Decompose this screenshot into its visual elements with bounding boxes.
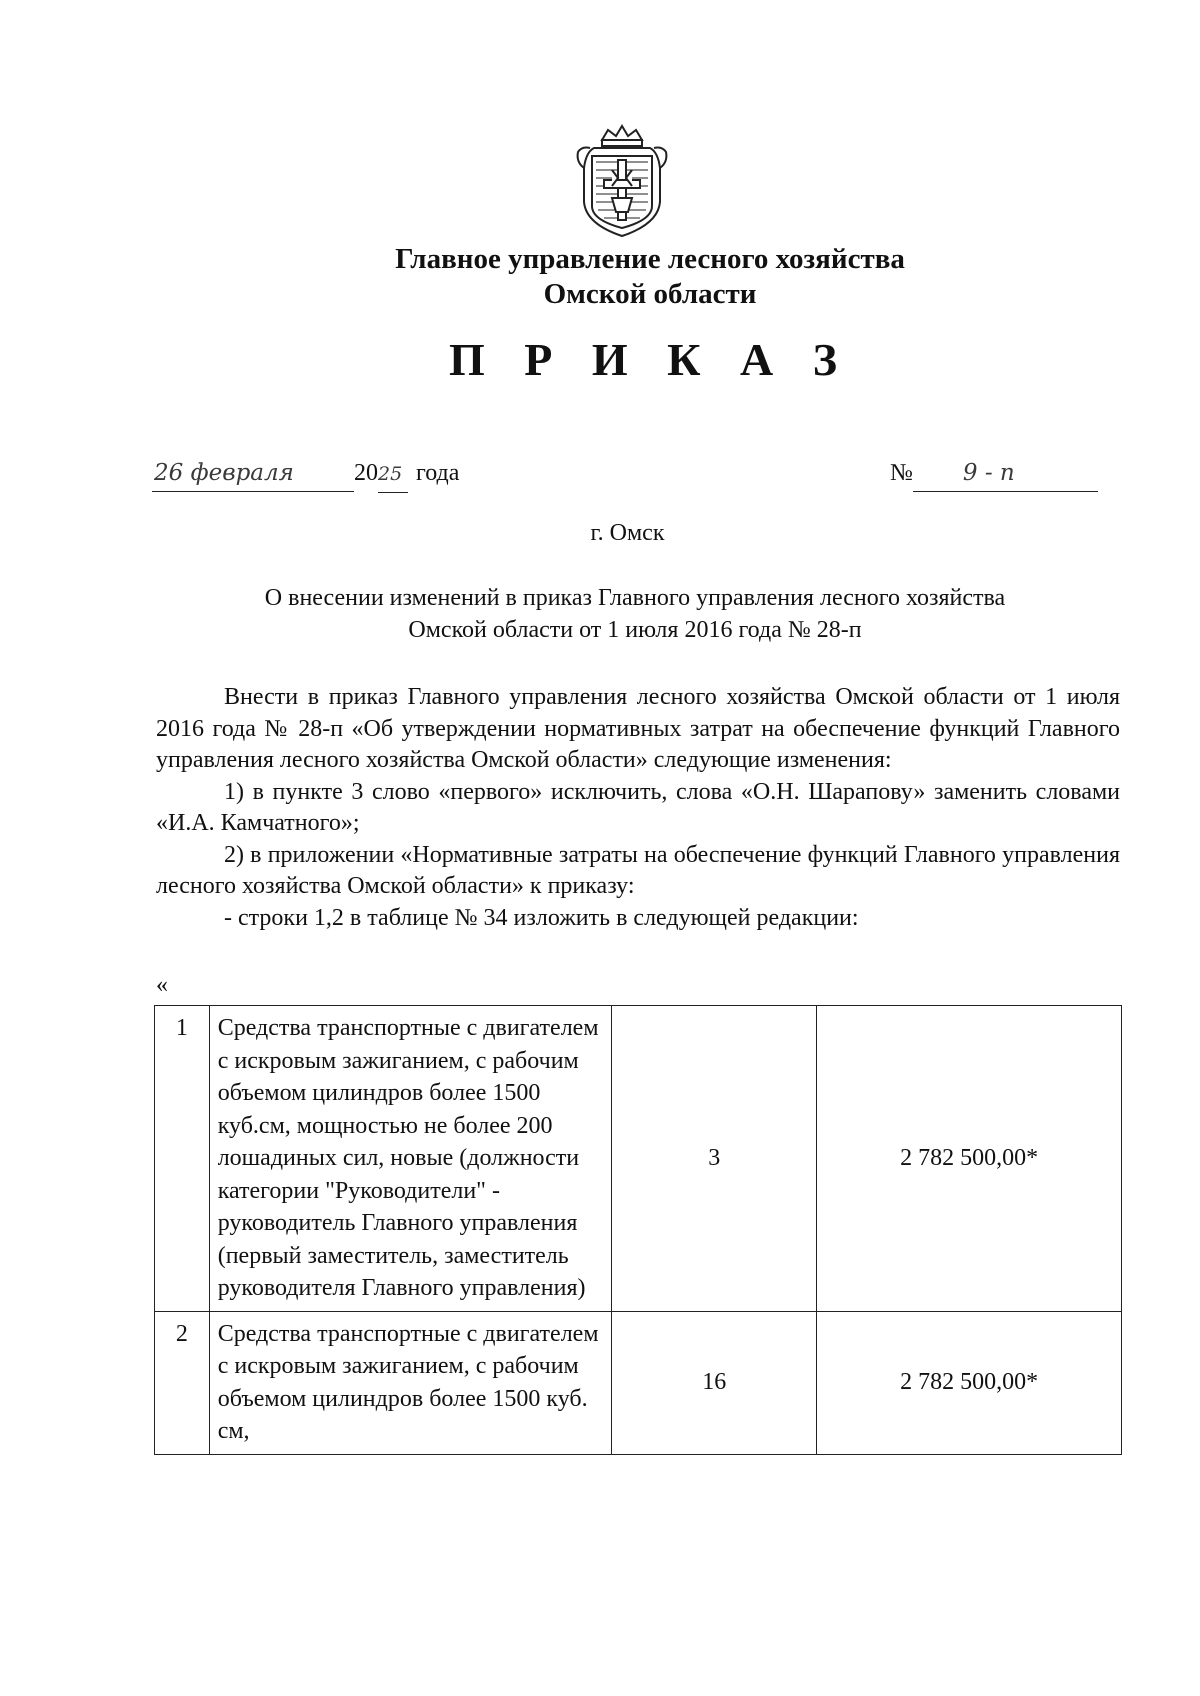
document-subject bbox=[150, 582, 1120, 646]
city: г. Омск bbox=[590, 520, 665, 546]
handwritten-day-month: 26 февраля bbox=[152, 455, 354, 492]
row-price: 2 782 500,00* bbox=[817, 1311, 1122, 1454]
subject-line2: Омской области от 1 июля 2016 года № 28-п bbox=[408, 617, 862, 643]
document-body bbox=[156, 682, 1120, 934]
row-quantity: 3 bbox=[612, 1006, 817, 1312]
body-paragraph: 1) в пункте 3 слово «первого» исключить, слова «О.Н. Шарапову» заменить словами «И.А. Камчатного»; bbox=[156, 778, 1120, 836]
year-suffix: года bbox=[416, 460, 460, 486]
table-row bbox=[155, 1311, 1122, 1454]
number-label: № bbox=[890, 460, 913, 486]
subject-line1: О внесении изменений в приказ Главного управления лесного хозяйства bbox=[264, 585, 1006, 611]
body-paragraph: 2) в приложении «Нормативные затраты на обеспечение функций Главного управления лесного хозяйства Омской области» к приказу: bbox=[156, 841, 1120, 899]
table-row bbox=[155, 1006, 1122, 1312]
row-number: 1 bbox=[155, 1006, 210, 1312]
row-name: Средства транспортные с двигателем с искровым зажиганием, с рабочим объемом цилиндров более 1500 куб.см, мощностью не более 200 лошадиных сил, новые (должности категории "Руководители" - руководитель Главного управления (первый заместитель, заместитель руководителя Главного управления) bbox=[209, 1006, 611, 1312]
opening-quote: « bbox=[156, 972, 168, 998]
document-date bbox=[152, 455, 459, 491]
handwritten-number: 9 - п bbox=[913, 455, 1098, 492]
norms-table bbox=[154, 1005, 1122, 1455]
year-prefix: 20 bbox=[354, 460, 378, 486]
body-paragraph: Внести в приказ Главного управления лесного хозяйства Омской области от 1 июля 2016 года № 28-п «Об утверждении нормативных затрат на обеспечение функций Главного управления лесного хозяйства Омской области» следующие изменения: bbox=[156, 684, 1120, 773]
omsk-coat-of-arms-icon bbox=[572, 122, 672, 240]
row-price: 2 782 500,00* bbox=[817, 1006, 1122, 1312]
organization-name-line1: Главное управление лесного хозяйства bbox=[395, 243, 905, 275]
handwritten-year: 25 bbox=[378, 456, 408, 493]
row-number: 2 bbox=[155, 1311, 210, 1454]
row-quantity: 16 bbox=[612, 1311, 817, 1454]
document-type-title: П Р И К А З bbox=[448, 334, 851, 385]
organization-name-line2: Омской области bbox=[543, 278, 757, 310]
body-paragraph: - строки 1,2 в таблице № 34 изложить в следующей редакции: bbox=[224, 904, 859, 931]
document-number bbox=[890, 455, 1098, 491]
row-name: Средства транспортные с двигателем с искровым зажиганием, с рабочим объемом цилиндров более 1500 куб. см, bbox=[209, 1311, 611, 1454]
